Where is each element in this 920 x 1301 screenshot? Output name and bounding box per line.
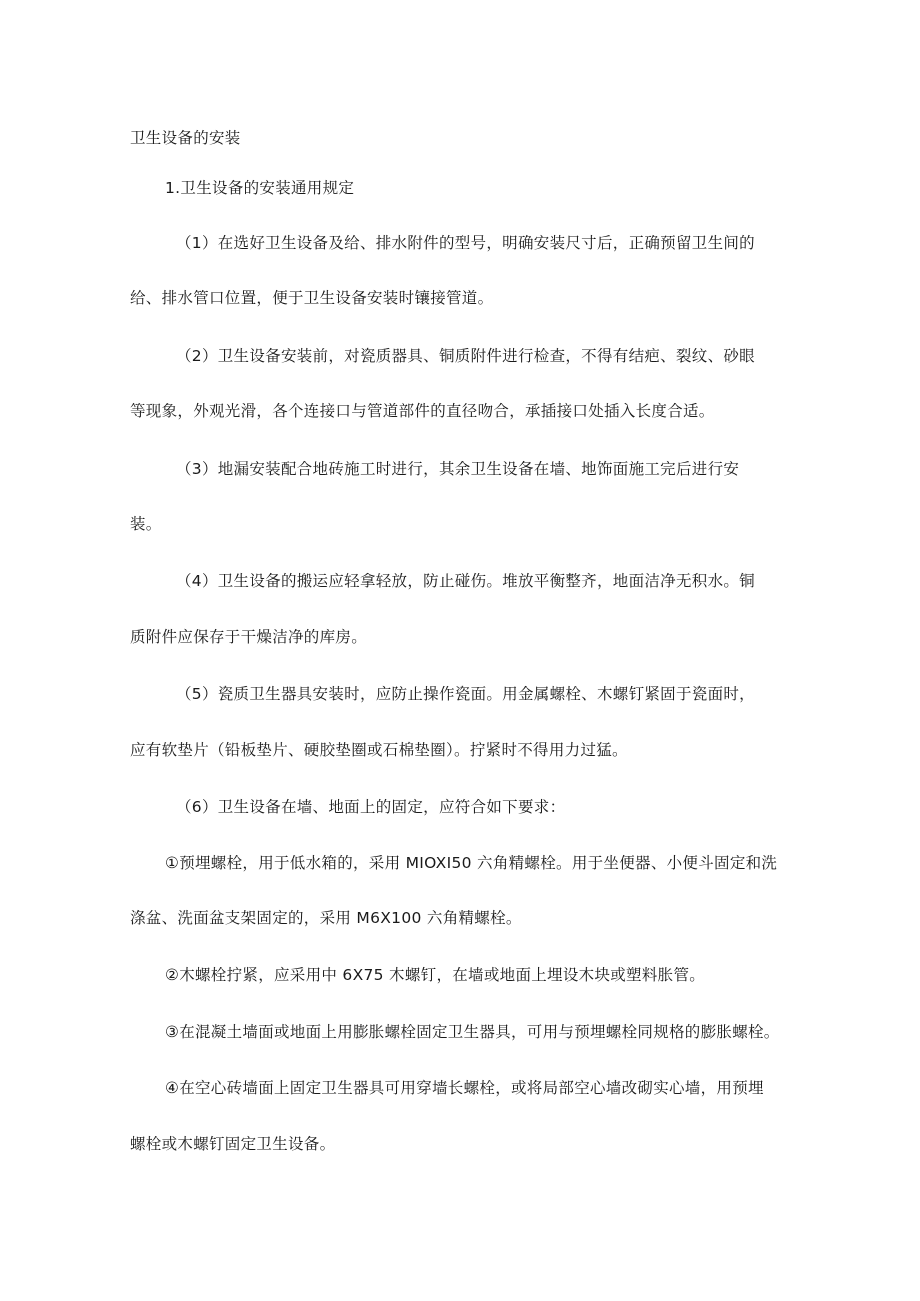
paragraph-line: （4）卫生设备的搬运应轻拿轻放，防止碰伤。堆放平衡整齐，地面洁净无积水。铜 [176, 572, 755, 590]
paragraph-line: （1）在选好卫生设备及给、排水附件的型号，明确安装尺寸后，正确预留卫生间的 [176, 234, 755, 252]
paragraph-line: 质附件应保存于干燥洁净的库房。 [130, 628, 368, 646]
paragraph-line: ④在空心砖墙面上固定卫生器具可用穿墙长螺栓，或将局部空心墙改砌实心墙，用预埋 [165, 1079, 764, 1097]
document-title: 卫生设备的安装 [130, 129, 241, 147]
section-heading: 1.卫生设备的安装通用规定 [165, 179, 355, 197]
paragraph-line: ②木螺栓拧紧，应采用中 6X75 木螺钉，在墙或地面上埋设木块或塑料胀管。 [165, 966, 706, 984]
paragraph-line: （5）瓷质卫生器具安装时，应防止操作瓷面。用金属螺栓、木螺钉紧固于瓷面时， [176, 685, 755, 703]
paragraph-line: ①预埋螺栓，用于低水箱的，采用 MIOXI50 六角精螺栓。用于坐便器、小便斗固定和洗 [165, 854, 778, 872]
paragraph-line: （2）卫生设备安装前，对瓷质器具、铜质附件进行检查，不得有结疤、裂纹、砂眼 [176, 347, 755, 365]
paragraph-line: 应有软垫片（铅板垫片、硬胶垫圈或石棉垫圈）。拧紧时不得用力过猛。 [130, 741, 628, 759]
paragraph-line: 装。 [130, 515, 162, 533]
paragraph-line: 涤盆、洗面盆支架固定的，采用 M6X100 六角精螺栓。 [130, 909, 522, 927]
paragraph-line: （3）地漏安装配合地砖施工时进行，其余卫生设备在墙、地饰面施工完后进行安 [176, 460, 740, 478]
paragraph-line: 螺栓或木螺钉固定卫生设备。 [130, 1135, 336, 1153]
paragraph-line: 给、排水管口位置，便于卫生设备安装时镶接管道。 [130, 289, 494, 307]
paragraph-line: ③在混凝土墙面或地面上用膨胀螺栓固定卫生器具，可用与预埋螺栓同规格的膨胀螺栓。 [165, 1023, 780, 1041]
paragraph-line: （6）卫生设备在墙、地面上的固定，应符合如下要求： [176, 798, 566, 816]
paragraph-line: 等现象，外观光滑，各个连接口与管道部件的直径吻合，承插接口处插入长度合适。 [130, 402, 715, 420]
